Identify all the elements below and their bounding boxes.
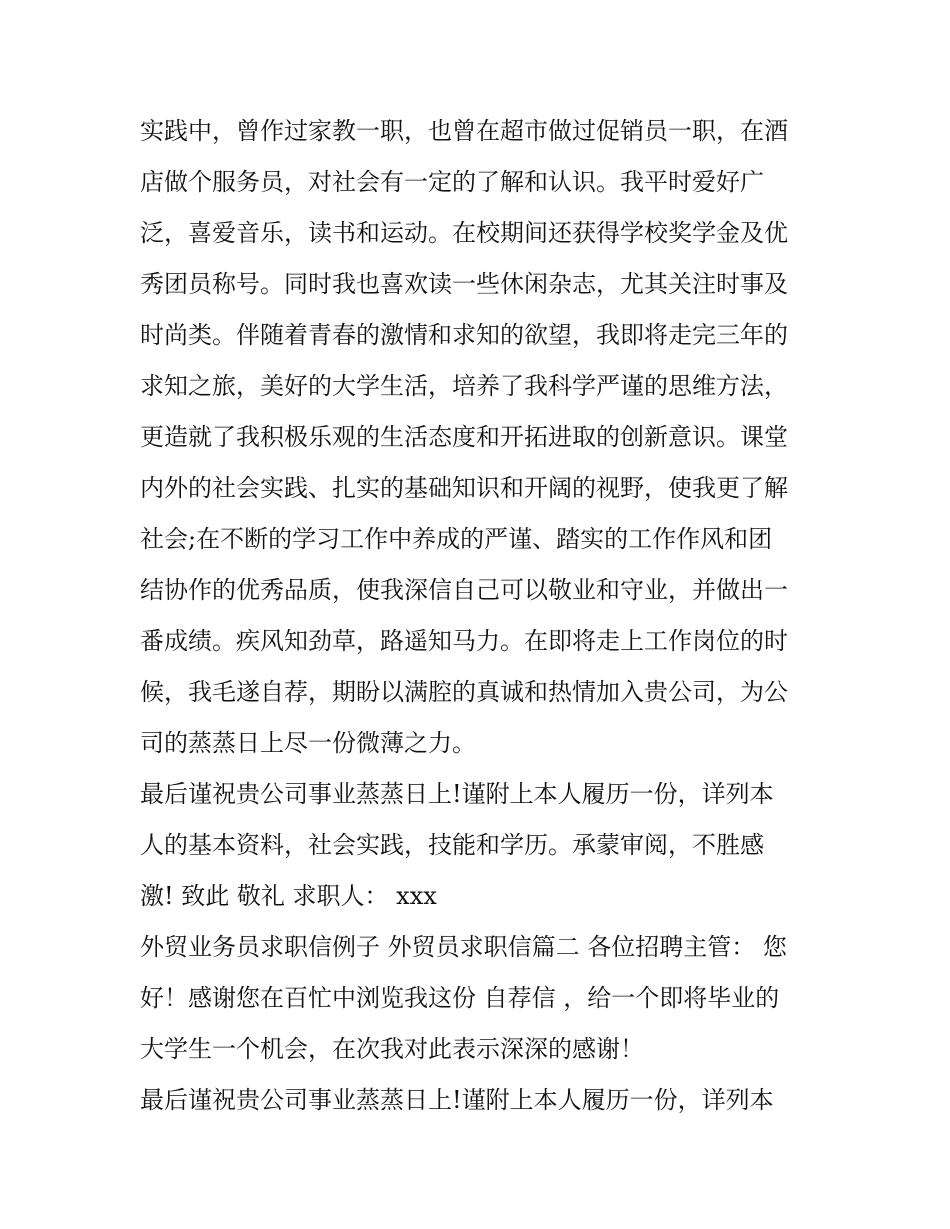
text-line: 求知之旅，美好的大学生活，培养了我科学严谨的思维方法， [140, 372, 788, 400]
body-text [140, 106, 820, 1126]
text-line: 司的蒸蒸日上尽一份微薄之力。 [140, 729, 476, 757]
text-line: 更造就了我积极乐观的生活态度和开拓进取的创新意识。课堂 [140, 423, 788, 451]
text-line: 人的基本资料，社会实践，技能和学历。承蒙审阅，不胜感 [140, 831, 764, 859]
text-line: 店做个服务员，对社会有一定的了解和认识。我平时爱好广 [140, 168, 764, 196]
text-line: 内外的社会实践、扎实的基础知识和开阔的视野，使我更了解 [140, 474, 788, 502]
text-line: 最后谨祝贵公司事业蒸蒸日上!谨附上本人履历一份，详列本 [140, 1086, 774, 1114]
text-line: 实践中，曾作过家教一职，也曾在超市做过促销员一职，在酒 [140, 117, 788, 145]
text-line: 结协作的优秀品质，使我深信自己可以敬业和守业，并做出一 [140, 576, 788, 604]
text-line: 时尚类。伴随着青春的激情和求知的欲望，我即将走完三年的 [140, 321, 788, 349]
text-line: 番成绩。疾风知劲草，路遥知马力。在即将走上工作岗位的时 [140, 627, 788, 655]
text-line: 泛，喜爱音乐，读书和运动。在校期间还获得学校奖学金及优 [140, 219, 788, 247]
text-line: 最后谨祝贵公司事业蒸蒸日上!谨附上本人履历一份，详列本 [140, 780, 774, 808]
text-line: 好！感谢您在百忙中浏览我这份 自荐信 ，给一个即将毕业的 [140, 984, 780, 1012]
text-line: 大学生一个机会，在次我对此表示深深的感谢！ [140, 1035, 644, 1063]
text-line: 候，我毛遂自荐，期盼以满腔的真诚和热情加入贵公司，为公 [140, 678, 788, 706]
text-line: 秀团员称号。同时我也喜欢读一些休闲杂志，尤其关注时事及 [140, 270, 788, 298]
text-line: 激! 致此 敬礼 求职人： xxx [140, 882, 437, 910]
text-line: 外贸业务员求职信例子 外贸员求职信篇二 各位招聘主管： 您 [140, 933, 787, 961]
text-line: 社会;在不断的学习工作中养成的严谨、踏实的工作作风和团 [140, 525, 773, 553]
